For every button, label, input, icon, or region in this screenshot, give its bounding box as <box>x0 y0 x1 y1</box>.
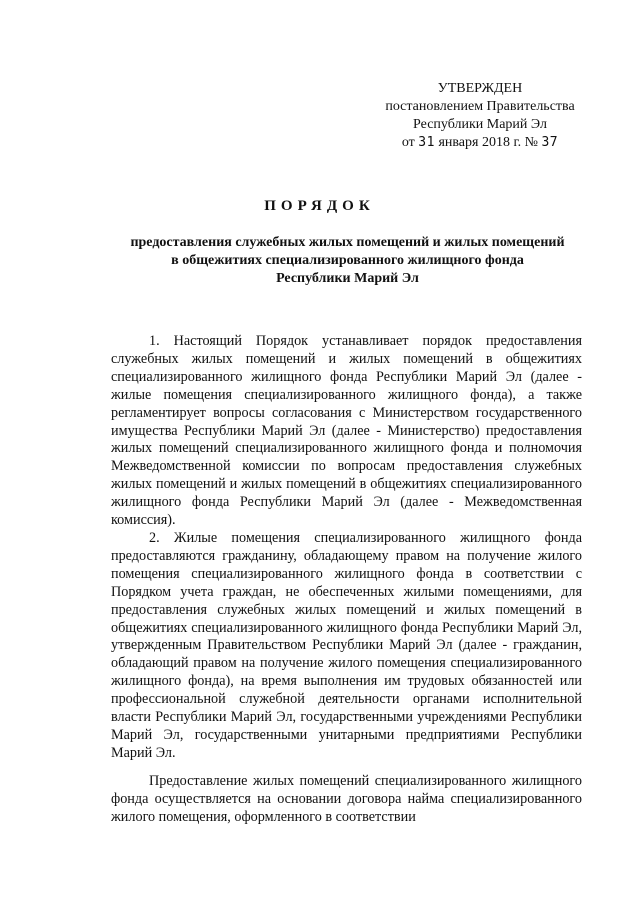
approval-day: 31 <box>418 135 435 150</box>
paragraph-1: 1. Настоящий Порядок устанавливает порядок предоставления служебных жилых помещений и жилых помещений в общежитиях специализированного жилищного фонда Республики Марий Эл (далее - жилые помещения специализированного жилищного фонда), а также регламентирует вопросы согласования с Министерством государственного имущества Республики Марий Эл (далее - Министерство) предоставления жилых помещений специализированного жилищного фонда и полномочия Межведомственной комиссии по вопросам предоставления служебных жилых помещений и жилых помещений в общежитиях специализированного жилищного фонда Республики Марий Эл (далее - Межведомственная комиссия). <box>111 333 582 529</box>
approval-authority: постановлением Правительства <box>385 99 575 114</box>
document-title: ПОРЯДОК <box>264 198 375 214</box>
approval-from: от <box>401 135 415 150</box>
approval-date-line <box>360 134 600 152</box>
document-body <box>111 333 582 836</box>
approval-stamp <box>360 80 600 152</box>
approval-number: 37 <box>541 135 559 150</box>
paragraph-3: Предоставление жилых помещений специализированного жилищного фонда осуществляется на основании договора найма специализированного жилого помещения, оформленного в соответствии <box>111 772 582 825</box>
approval-region: Республики Марий Эл <box>413 117 547 132</box>
paragraph-2: 2. Жилые помещения специализированного жилищного фонда предоставляются гражданину, обладающему правом на получение жилого помещения специализированного жилищного фонда в соответствии с Порядком учета граждан, не обеспеченных жилыми помещениями, для предоставления служебных жилых помещений и жилых помещений в общежитиях специализированного жилищного фонда Республики Марий Эл, утвержденным Правительством Республики Марий Эл (далее - гражданин, обладающий правом на получение жилого помещения специализированного жилищного фонда), на время выполнения им трудовых обязанностей или профессиональной служебной деятельности органами исполнительной власти Республики Марий Эл, государственными учреждениями Республики Марий Эл, государственными унитарными предприятиями Республики Марий Эл. <box>111 529 582 761</box>
approval-heading: УТВЕРЖДЕН <box>437 81 523 96</box>
subtitle-line-3: Республики Марий Эл <box>276 271 419 286</box>
subtitle-line-1: предоставления служебных жилых помещений и жилых помещений <box>130 235 565 250</box>
subtitle-line-2: в общежитиях специализированного жилищного фонда <box>171 253 524 268</box>
approval-month-year: января 2018 г. № <box>438 135 538 150</box>
document-subtitle <box>110 234 585 288</box>
